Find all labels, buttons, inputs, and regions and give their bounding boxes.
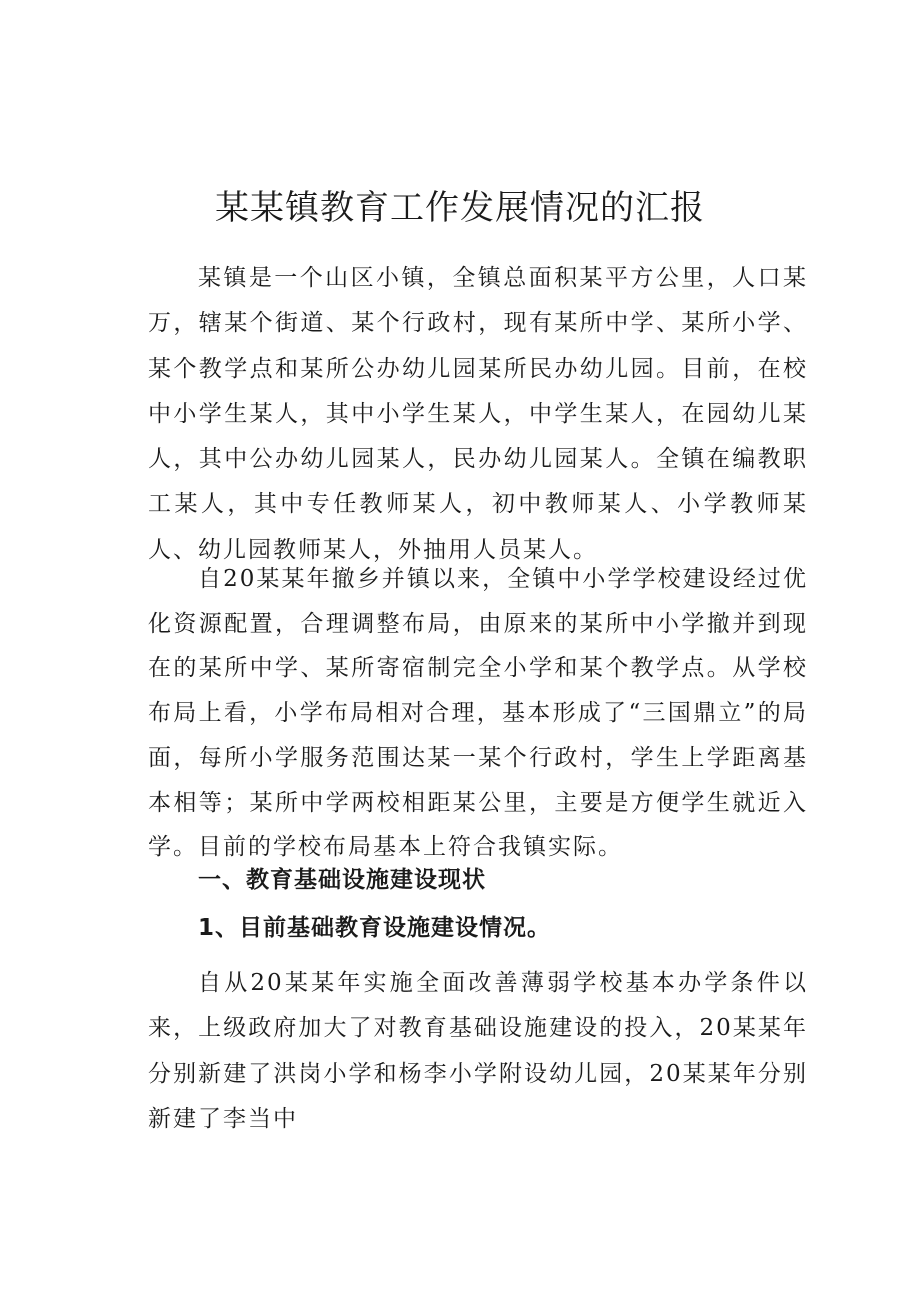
section-heading: 一、教育基础设施建设现状 xyxy=(198,867,486,893)
subsection-heading: 1、目前基础教育设施建设情况。 xyxy=(198,915,552,941)
document-title: 某某镇教育工作发展情况的汇报 xyxy=(215,187,705,228)
paragraph-infrastructure: 自从20某某年实施全面改善薄弱学校基本办学条件以来，上级政府加大了对教育基础设施建设的投入，20某某年分别新建了洪岗小学和杨李小学附设幼儿园，20某某年分别新建了李当中 xyxy=(148,970,808,1132)
paragraph-overview: 某镇是一个山区小镇，全镇总面积某平方公里，人口某万，辖某个街道、某个行政村，现有某所中学、某所小学、某个教学点和某所公办幼儿园某所民办幼儿园。目前，在校中小学生某人，其中小学生某人，中学生某人，在园幼儿某人，其中公办幼儿园某人，民办幼儿园某人。全镇在编教职工某人，其中专任教师某人，初中教师某人、小学教师某人、幼儿园教师某人，外抽用人员某人。 xyxy=(148,265,808,563)
paragraph-school-layout: 自20某某年撤乡并镇以来，全镇中小学学校建设经过优化资源配置，合理调整布局，由原来的某所中小学撤并到现在的某所中学、某所寄宿制完全小学和某个教学点。从学校布局上看，小学布局相对合理，基本形成了“三国鼎立”的局面，每所小学服务范围达某一某个行政村，学生上学距离基本相等；某所中学两校相距某公里，主要是方便学生就近入学。目前的学校布局基本上符合我镇实际。 xyxy=(148,566,808,861)
